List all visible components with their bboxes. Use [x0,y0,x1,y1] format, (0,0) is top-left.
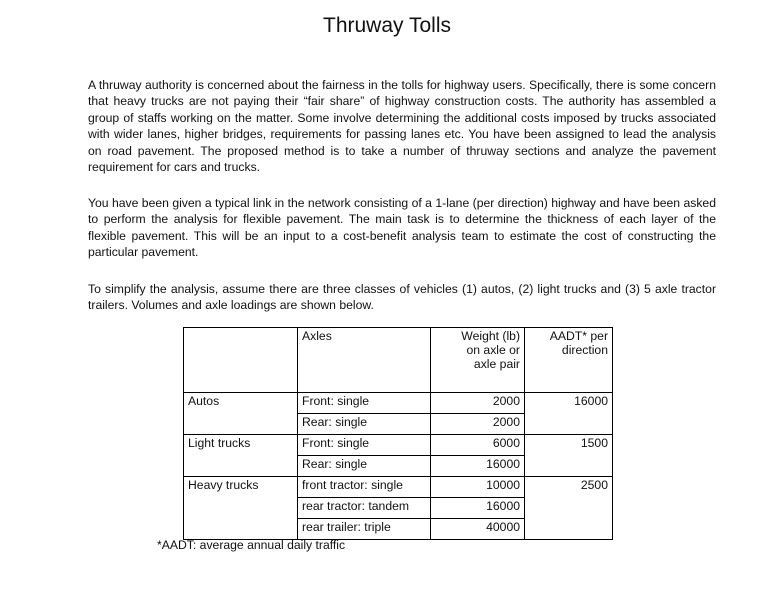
assumption-paragraph: To simplify the analysis, assume there are three classes of vehicles (1) autos, (2) light trucks and (3) 5 axle tractor trailers. Volumes and axle loadings are shown below. [88,282,716,313]
task-paragraph: You have been given a typical link in the network consisting of a 1-lane (per direction) highway and have been asked to perform the analysis for flexible pavement. The main task is to determine the thickness of each layer of the flexible pavement. This will be an input to a cost-benefit analysis team to estimate the cost of constructing the particular pavement. [88,196,716,260]
weight-cell: 10000 [431,477,525,498]
table-header-row [184,328,613,393]
aadt-cell [525,393,613,435]
table-row [184,393,613,414]
header-weight-line2: on axle or [466,343,520,357]
vehicle-cell [184,435,298,477]
table-row [184,435,613,456]
header-aadt-line2: direction [561,343,608,357]
vehicle-cell [184,393,298,435]
vehicle-cell [184,477,298,540]
header-axles-cell [298,328,431,393]
intro-paragraph: A thruway authority is concerned about the fairness in the tolls for highway users. Specifically, there is some concern that heavy trucks are not paying their “fair share” of highway construction costs. The authority has assembled a group of staffs working on the matter. Some involve determining the additional costs imposed by trucks associated with wider lanes, higher bridges, requirements for passing lanes etc. You have been assigned to lead the analysis on road pavement. The proposed method is to take a number of thruway sections and analyze the pavement requirement for cars and trucks. [88,78,716,175]
weight-cell: 16000 [431,498,525,519]
weight-cell: 16000 [431,456,525,477]
vehicle-label: Heavy trucks [188,478,259,492]
header-aadt-cell [525,328,613,393]
aadt-cell [525,435,613,477]
axle-cell: front tractor: single [298,477,431,498]
aadt-value: 1500 [580,436,608,450]
vehicle-label: Light trucks [188,436,251,450]
weight-cell: 40000 [431,519,525,540]
axle-cell: Front: single [298,435,431,456]
weight-cell: 6000 [431,435,525,456]
footnote: *AADT: average annual daily traffic [157,538,346,552]
header-weight-line1: Weight (lb) [461,329,520,343]
axle-cell: Rear: single [298,414,431,435]
header-weight-cell [431,328,525,393]
axle-loading-table [183,327,613,540]
aadt-value: 2500 [580,478,608,492]
table-row [184,477,613,498]
axle-cell: rear tractor: tandem [298,498,431,519]
header-axles: Axles [302,329,332,343]
weight-cell: 2000 [431,414,525,435]
axle-cell: rear trailer: triple [298,519,431,540]
header-aadt-line1: AADT* per [549,329,608,343]
page-title: Thruway Tolls [323,14,451,37]
header-weight-line3: axle pair [473,357,520,371]
aadt-value: 16000 [574,394,608,408]
vehicle-label: Autos [188,394,220,408]
aadt-cell [525,477,613,540]
axle-cell: Front: single [298,393,431,414]
header-vehicle-cell [184,328,298,393]
weight-cell: 2000 [431,393,525,414]
axle-cell: Rear: single [298,456,431,477]
